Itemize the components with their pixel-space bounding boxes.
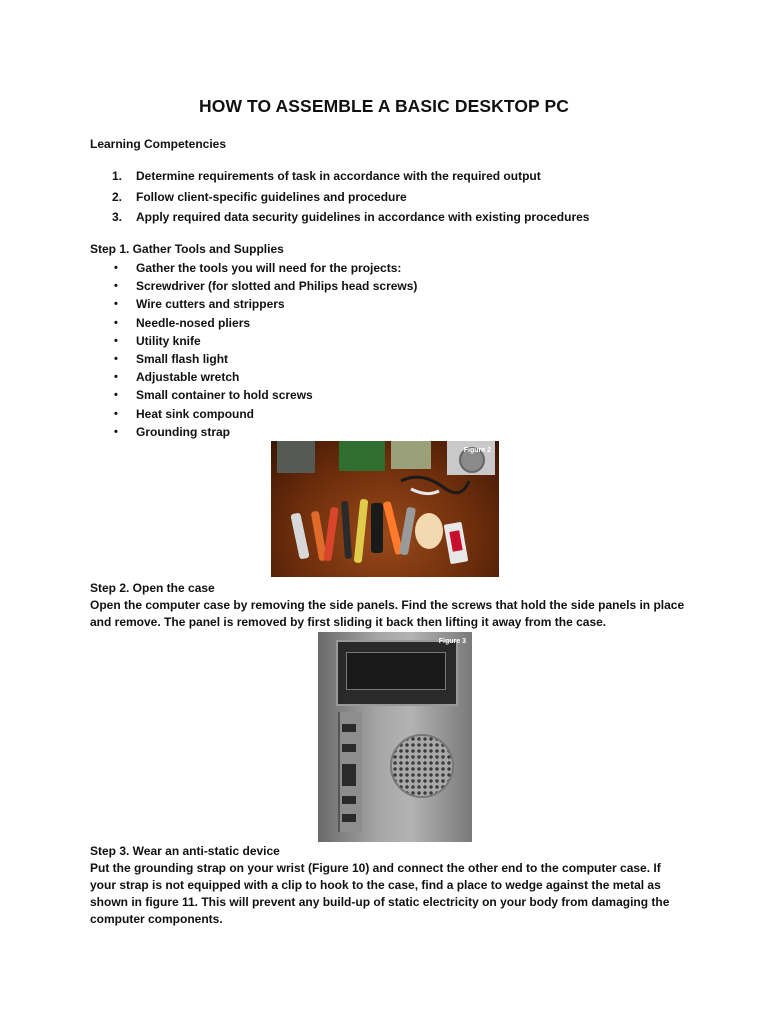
list-item: • Needle-nosed pliers: [114, 315, 251, 330]
step2-line-2: and remove. The panel is removed by first sliding it back then lifting it away from the case.: [90, 615, 607, 629]
step1-heading: Step 1. Gather Tools and Supplies: [90, 242, 284, 256]
figure-label: Figure 2: [463, 447, 491, 454]
step3-heading: Step 3. Wear an anti-static device: [90, 844, 280, 858]
list-item: • Grounding strap: [114, 424, 230, 439]
step2-line-1: Open the computer case by removing the side panels. Find the screws that hold the side panels in place: [90, 598, 685, 612]
page-title: HOW TO ASSEMBLE A BASIC DESKTOP PC: [199, 96, 569, 116]
list-item: • Gather the tools you will need for the projects:: [114, 261, 402, 275]
list-item: • Adjustable wretch: [114, 370, 240, 385]
list-item: • Small container to hold screws: [114, 388, 313, 403]
learning-list: [112, 166, 589, 228]
figure-label: Figure 3: [438, 638, 466, 645]
step3-line-2: your strap is not equipped with a clip to hook to the case, find a place to wedge against the metal as: [90, 878, 661, 892]
learning-heading: Learning Competencies: [90, 137, 227, 151]
step3-line-4: computer components.: [90, 912, 223, 926]
tools-photo: [271, 441, 499, 577]
tools-illustration: [271, 441, 499, 577]
step2-heading: Step 2. Open the case: [90, 581, 215, 595]
list-item: • Small flash light: [114, 351, 229, 366]
step3-line-1: Put the grounding strap on your wrist (Figure 10) and connect the other end to the computer case. If: [90, 861, 661, 875]
tools-list: [112, 259, 417, 441]
list-item: 3. Apply required data security guidelines in accordance with existing procedures: [112, 210, 590, 224]
case-photo: [318, 632, 472, 842]
step3-line-3: shown in figure 11. This will prevent any build-up of static electricity on your body from damaging the: [90, 895, 670, 909]
list-item: • Screwdriver (for slotted and Philips head screws): [114, 279, 418, 294]
list-item: • Heat sink compound: [114, 406, 255, 421]
list-item: • Wire cutters and strippers: [114, 297, 285, 312]
list-item: • Utility knife: [114, 333, 201, 348]
list-item: 1. Determine requirements of task in accordance with the required output: [112, 169, 541, 183]
list-item: 2. Follow client-specific guidelines and procedure: [112, 189, 407, 204]
